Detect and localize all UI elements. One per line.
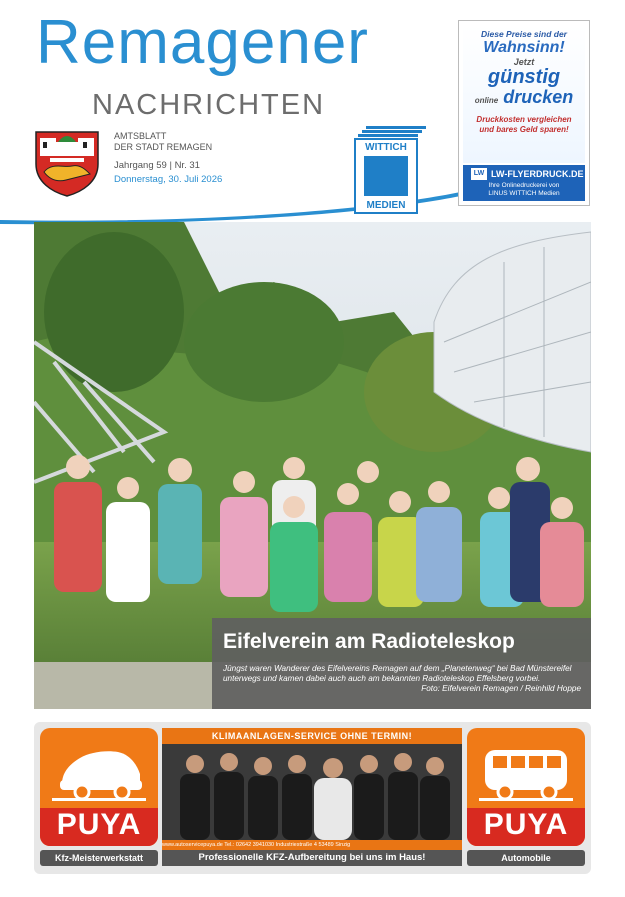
puya-team-photo	[162, 728, 462, 866]
amtsblatt-label	[114, 131, 212, 153]
wittich-medien-logo	[354, 126, 428, 214]
flyerdruck-url[interactable]: LW-FLYERDRUCK.DE	[491, 169, 584, 179]
ad-guenstig: günstig	[487, 66, 561, 88]
ad-jetzt: Jetzt	[513, 57, 535, 67]
ad-online: online	[474, 96, 499, 105]
cover-body: Jüngst waren Wanderer des Eifelvereins Remagen auf dem „Planetenweg“ bei Bad Münstereifel unterwegs und kamen dabei auch auch am bekannten Radioteleskop Effelsberg vorbei.	[223, 664, 572, 683]
ad-tagline: Diese Preise sind der	[481, 29, 567, 39]
issue-number: Jahrgang 59 | Nr. 31	[114, 160, 200, 171]
puya-ad[interactable]	[34, 722, 591, 874]
flyerdruck-subline	[467, 182, 581, 198]
puya-footer: Professionelle KFZ-Aufbereitung bei uns im Haus!	[162, 850, 462, 866]
workshop-caption: Kfz-Meisterwerkstatt	[40, 850, 158, 866]
photo-credit: Foto: Eifelverein Remagen / Reinhild Hoppe	[421, 684, 581, 693]
car-icon	[40, 728, 158, 808]
puya-logo-right	[467, 728, 585, 846]
lw-logo-icon: LW	[471, 168, 487, 180]
puya-logo-left	[40, 728, 158, 846]
newspaper-title: Remagener	[36, 8, 369, 77]
cover-caption	[212, 618, 591, 709]
wittich-w-mark	[364, 156, 408, 196]
flyerdruck-ad-body	[463, 25, 585, 163]
amtsblatt-line2: DER STADT REMAGEN	[114, 142, 213, 152]
ad-headline: Wahnsinn!	[483, 39, 565, 56]
newspaper-subtitle: NACHRICHTEN	[92, 89, 326, 121]
flyerdruck-band	[463, 165, 585, 201]
ad-compare-line2: und bares Geld sparen!	[479, 125, 569, 134]
ac-service-headline: KLIMAANLAGEN-SERVICE OHNE TERMIN!	[162, 728, 462, 744]
team-photo-art	[162, 744, 462, 840]
ad-drucken: drucken	[503, 87, 574, 107]
van-icon	[467, 728, 585, 808]
wittich-label: WITTICH	[365, 142, 407, 153]
cover-headline: Eifelverein am Radioteleskop	[223, 630, 515, 653]
automobile-caption: Automobile	[467, 850, 585, 866]
cover-text	[223, 664, 581, 694]
puya-contact[interactable]: www.autoservicepuya.de Tel.: 02642 3941030 Industriestraße 4 53489 Sinzig	[162, 840, 462, 850]
puya-wordmark-left: PUYA	[56, 808, 142, 841]
issue-date: Donnerstag, 30. Juli 2026	[114, 174, 223, 185]
amtsblatt-line1: AMTSBLATT	[114, 131, 167, 141]
flyerdruck-sub1: Ihre Onlinedruckerei von	[488, 182, 560, 189]
flyerdruck-ad[interactable]	[458, 20, 590, 206]
medien-label: MEDIEN	[366, 200, 406, 211]
ad-compare-line1: Druckkosten vergleichen	[476, 115, 572, 124]
flyerdruck-sub2: LINUS WITTICH Medien	[488, 190, 560, 197]
city-crest-icon	[32, 128, 102, 198]
puya-wordmark-right: PUYA	[483, 808, 569, 841]
